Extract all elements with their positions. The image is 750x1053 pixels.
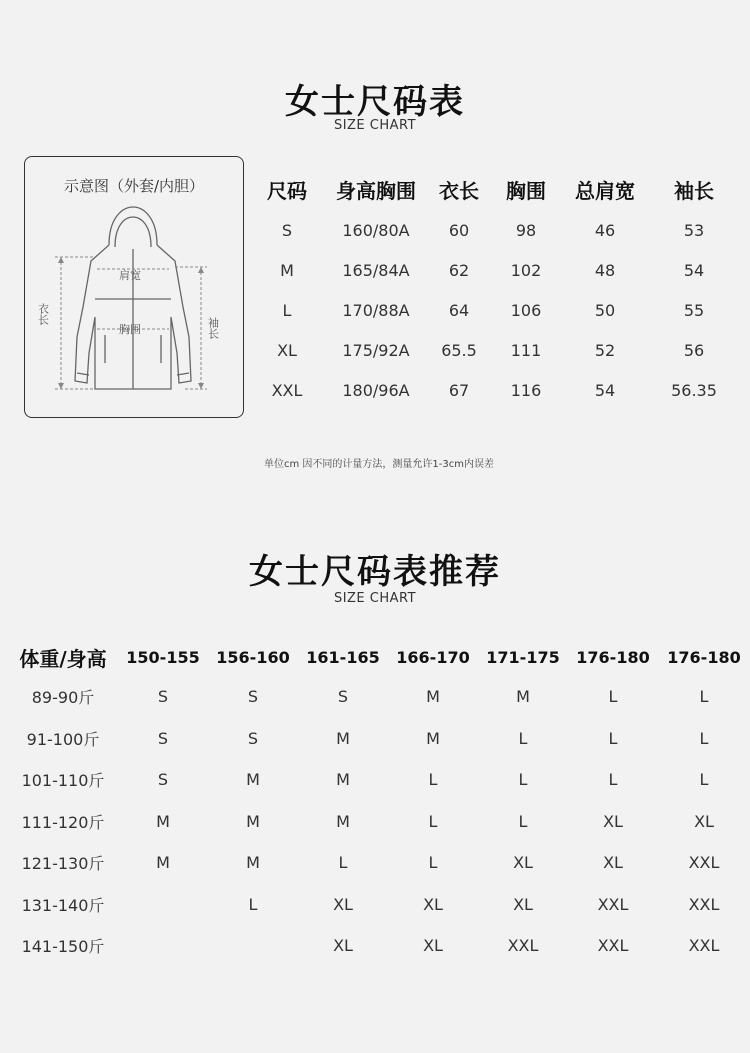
table-cell: M <box>336 811 350 831</box>
table-cell: L <box>428 811 438 831</box>
table-cell: L <box>518 770 528 790</box>
table-cell: M <box>246 853 260 873</box>
table-cell: M <box>156 811 170 831</box>
jacket-diagram <box>24 156 244 418</box>
sleeve-label: 袖长 <box>206 317 220 339</box>
recommend-table <box>8 638 750 967</box>
table-row <box>248 370 738 410</box>
size-table-header <box>248 168 738 210</box>
table-row <box>248 250 738 290</box>
table-cell: XXL <box>688 936 720 956</box>
table-cell: XL <box>603 853 623 873</box>
table-cell: S <box>157 728 169 748</box>
table-cell: XXL <box>507 936 539 956</box>
table-cell: M <box>156 853 170 873</box>
header-cell: 171-175 <box>486 647 560 667</box>
table-cell: 50 <box>594 300 616 320</box>
table-row <box>248 330 738 370</box>
header-cell: 体重/身高 <box>19 646 107 671</box>
shoulder-label: 肩宽 <box>119 269 141 282</box>
table-cell: 111-120斤 <box>21 812 105 832</box>
table-cell: XL <box>603 811 623 831</box>
header-cell: 150-155 <box>126 647 200 667</box>
table-row <box>8 718 750 760</box>
chest-label: 胸围 <box>119 323 141 336</box>
table-cell: XL <box>694 811 714 831</box>
table-cell: L <box>518 811 528 831</box>
recommend-table-header <box>8 638 750 676</box>
table-cell: 64 <box>448 300 470 320</box>
size-chart-title: 女士尺码表 <box>285 82 465 122</box>
size-chart-subtitle: SIZE CHART <box>333 118 417 133</box>
table-cell: L <box>428 770 438 790</box>
table-cell: 165/84A <box>342 260 410 280</box>
header-cell: 袖长 <box>674 178 714 203</box>
table-cell: 52 <box>594 340 616 360</box>
header-cell: 176-180 <box>667 647 741 667</box>
table-cell: 116 <box>510 380 542 400</box>
table-cell: M <box>336 770 350 790</box>
table-row <box>248 210 738 250</box>
table-cell: M <box>426 728 440 748</box>
table-row <box>8 759 750 801</box>
table-row <box>248 290 738 330</box>
table-cell: L <box>699 728 709 748</box>
table-cell: XXL <box>271 380 303 400</box>
length-label: 衣长 <box>36 303 50 325</box>
jacket-icon <box>25 157 243 417</box>
table-cell: 180/96A <box>342 380 410 400</box>
table-cell: S <box>247 728 259 748</box>
table-cell: M <box>280 260 294 280</box>
table-cell: 55 <box>683 300 705 320</box>
table-cell: S <box>247 687 259 707</box>
table-cell: L <box>428 853 438 873</box>
table-cell: 54 <box>594 380 616 400</box>
table-cell: L <box>518 728 528 748</box>
table-cell: L <box>248 894 258 914</box>
table-cell: 56.35 <box>671 380 717 400</box>
table-cell: 53 <box>683 220 705 240</box>
table-cell: XXL <box>688 853 720 873</box>
table-cell: 48 <box>594 260 616 280</box>
table-cell: XL <box>333 936 353 956</box>
header-cell: 176-180 <box>576 647 650 667</box>
table-cell: L <box>608 770 618 790</box>
table-cell: XL <box>513 853 533 873</box>
table-cell: M <box>246 811 260 831</box>
table-cell: XL <box>277 340 297 360</box>
table-cell: M <box>246 770 260 790</box>
table-cell: 170/88A <box>342 300 410 320</box>
header-cell: 156-160 <box>216 647 290 667</box>
table-cell: S <box>281 220 293 240</box>
table-cell: XL <box>423 894 443 914</box>
table-row <box>8 676 750 718</box>
table-cell: 141-150斤 <box>21 937 105 957</box>
table-cell: 91-100斤 <box>26 729 100 749</box>
table-cell: 60 <box>448 220 470 240</box>
table-cell: 101-110斤 <box>21 771 105 791</box>
table-cell: 65.5 <box>441 340 477 360</box>
measurement-note: 单位cm 因不同的计量方法，测量允许1-3cm内误差 <box>264 459 494 470</box>
table-cell: XL <box>333 894 353 914</box>
table-cell: L <box>608 687 618 707</box>
recommend-subtitle: SIZE CHART <box>333 591 417 606</box>
table-row <box>8 801 750 843</box>
table-cell: 67 <box>448 380 470 400</box>
table-cell: 98 <box>515 220 537 240</box>
table-cell: M <box>516 687 530 707</box>
header-cell: 总肩宽 <box>575 178 635 203</box>
header-cell: 尺码 <box>267 178 307 203</box>
recommend-title: 女士尺码表推荐 <box>249 552 501 592</box>
table-cell: L <box>282 300 292 320</box>
table-row <box>8 884 750 926</box>
header-cell: 衣长 <box>439 178 479 203</box>
table-cell: M <box>336 728 350 748</box>
table-row <box>8 925 750 967</box>
table-cell: XL <box>513 894 533 914</box>
diagram-label: 示意图（外套/内胆） <box>63 177 205 195</box>
table-cell: S <box>157 770 169 790</box>
table-row <box>8 842 750 884</box>
table-cell: XXL <box>597 894 629 914</box>
table-cell: 111 <box>510 340 542 360</box>
table-cell: L <box>699 687 709 707</box>
table-cell: XXL <box>597 936 629 956</box>
table-cell: 175/92A <box>342 340 410 360</box>
table-cell: 121-130斤 <box>21 854 105 874</box>
size-table <box>248 168 738 410</box>
table-cell: 62 <box>448 260 470 280</box>
table-cell: 102 <box>510 260 542 280</box>
table-cell: 131-140斤 <box>21 895 105 915</box>
table-cell: 56 <box>683 340 705 360</box>
table-cell: 54 <box>683 260 705 280</box>
table-cell: L <box>699 770 709 790</box>
table-cell: XXL <box>688 894 720 914</box>
table-cell: L <box>608 728 618 748</box>
table-cell: S <box>157 687 169 707</box>
table-cell: 106 <box>510 300 542 320</box>
table-cell: L <box>338 853 348 873</box>
table-cell: M <box>426 687 440 707</box>
table-cell: 160/80A <box>342 220 410 240</box>
table-cell: 89-90斤 <box>31 688 95 708</box>
header-cell: 胸围 <box>506 178 546 203</box>
header-cell: 161-165 <box>306 647 380 667</box>
table-cell: S <box>337 687 349 707</box>
table-cell: XL <box>423 936 443 956</box>
header-cell: 身高胸围 <box>336 178 416 203</box>
table-cell: 46 <box>594 220 616 240</box>
header-cell: 166-170 <box>396 647 470 667</box>
